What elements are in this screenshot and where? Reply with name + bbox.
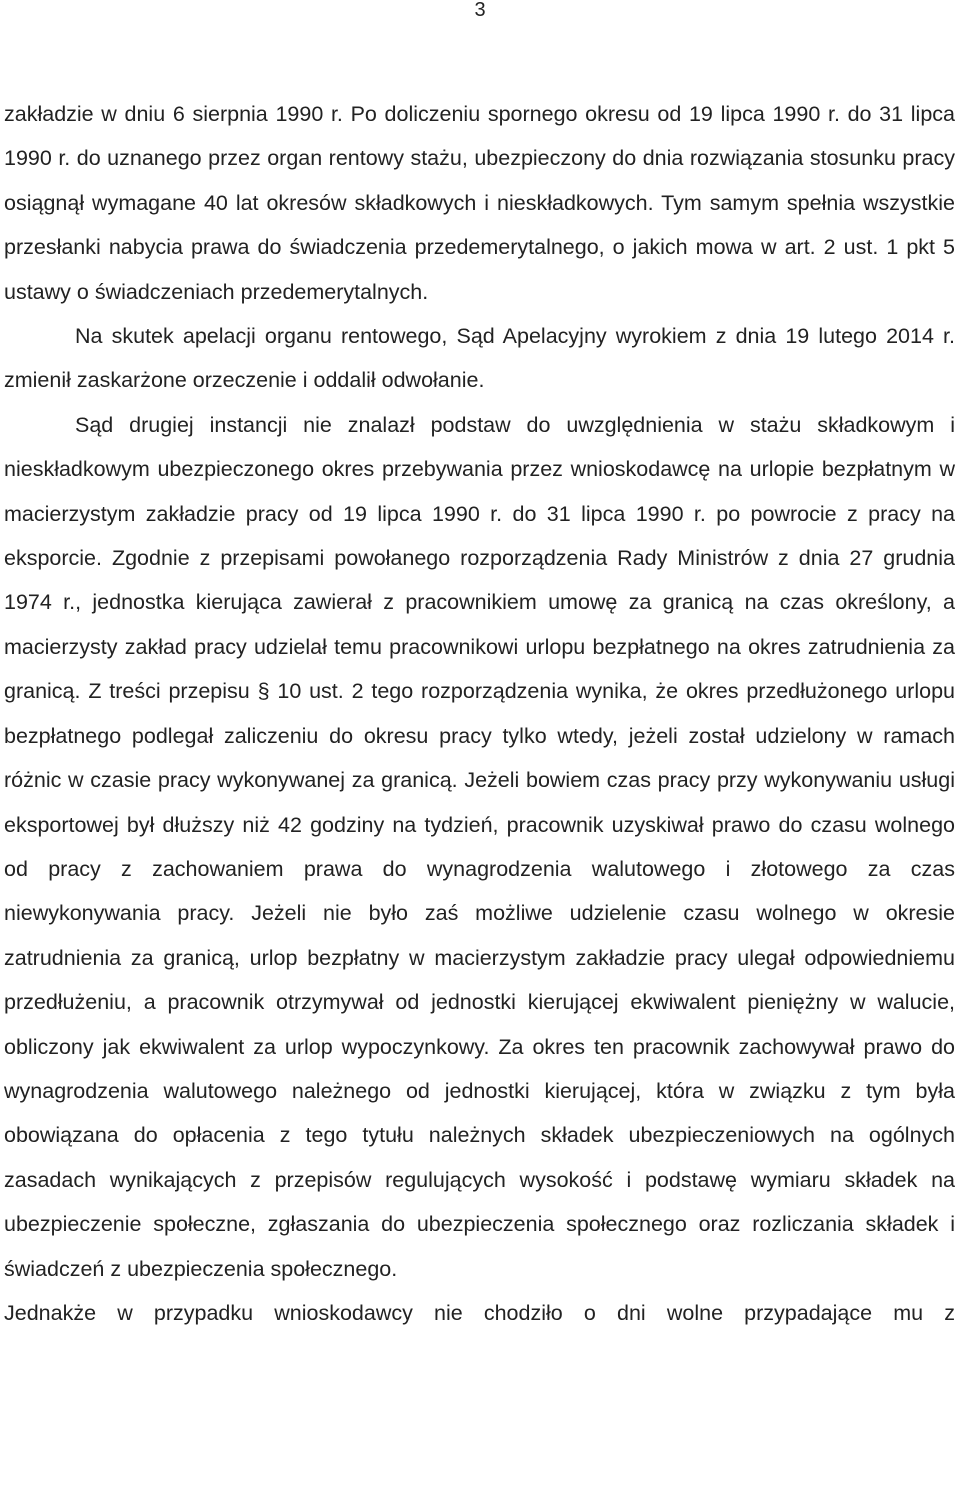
- paragraph-appeal: Na skutek apelacji organu rentowego, Sąd Apelacyjny wyrokiem z dnia 19 lutego 2014 r. zmienił zaskarżone orzeczenie i oddalił odwołanie.: [4, 324, 955, 393]
- paragraph-court-reasoning: Sąd drugiej instancji nie znalazł podstaw do uwzględnienia w stażu składkowym i nieskładkowym ubezpieczonego okres przebywania przez wnioskodawcę na urlopie bezpłatnym w macierzystym zakładzie pracy od 19 lipca 1990 r. do 31 lipca 1990 r. po powrocie z pracy na eksporcie. Zgodnie z przepisami powołanego rozporządzenia Rady Ministrów z dnia 27 grudnia 1974 r., jednostka kierująca zawierał z pracownikiem umowę za granicą na czas określony, a macierzysty zakład pracy udzielał temu pracownikowi urlopu bezpłatnego na okres zatrudnienia za granicą. Z treści przepisu § 10 ust. 2 tego rozporządzenia wynika, że okres przedłużonego urlopu bezpłatnego podlegał zaliczeniu do okresu pracy tylko wtedy, jeżeli został udzielony w ramach różnic w czasie pracy wykonywanej za granicą. Jeżeli bowiem czas pracy przy wykonywaniu usługi eksportowej był dłuższy niż 42 godziny na tydzień, pracownik uzyskiwał prawo do czasu wolnego od pracy z zachowaniem prawa do wynagrodzenia walutowego i złotowego za czas niewykonywania pracy. Jeżeli nie było zaś możliwe udzielenie czasu wolnego w okresie zatrudnienia za granicą, urlop bezpłatny w macierzystym zakładzie pracy ulegał odpowiedniemu przedłużeniu, a pracownik otrzymywał od jednostki kierującej ekwiwalent pieniężny w walucie, obliczony jak ekwiwalent za urlop wypoczynkowy. Za okres ten pracownik zachowywał prawo do wynagrodzenia walutowego należnego od jednostki kierującej, która w związku z tym była obowiązana do opłacenia z tego tytułu należnych składek ubezpieczeniowych na ogólnych zasadach wynikających z przepisów regulujących wysokość i podstawę wymiaru składek na ubezpieczenie społeczne, zgłaszania do ubezpieczenia społecznego oraz rozliczania składek i świadczeń z ubezpieczenia społecznego.: [4, 412, 955, 1281]
- paragraph-continuation: zakładzie w dniu 6 sierpnia 1990 r. Po doliczeniu spornego okresu od 19 lipca 1990 r. do 31 lipca 1990 r. do uznanego przez organ rentowy stażu, ubezpieczony do dnia rozwiązania stosunku pracy osiągnął wymagane 40 lat okresów składkowych i nieskładkowych. Tym samym spełnia wszystkie przesłanki nabycia prawa do świadczenia przedemerytalnego, o jakich mowa w art. 2 ust. 1 pkt 5 ustawy o świadczeniach przedemerytalnych.: [4, 102, 955, 304]
- document-body: [4, 92, 955, 1335]
- page-number: 3: [474, 0, 486, 21]
- paragraph-partial: Jednakże w przypadku wnioskodawcy nie chodziło o dni wolne przypadające mu z: [4, 1300, 955, 1325]
